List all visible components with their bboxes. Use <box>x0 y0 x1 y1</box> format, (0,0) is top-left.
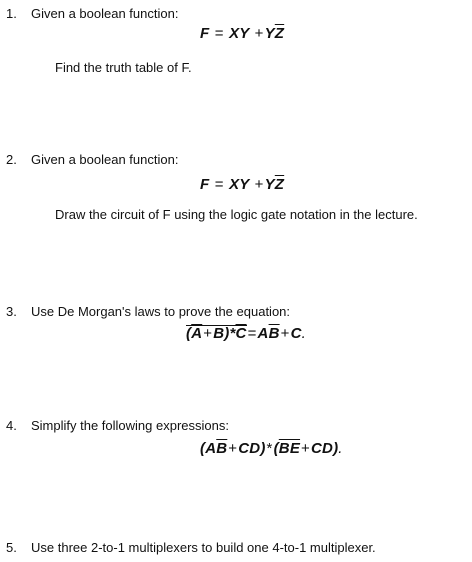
var-c: C <box>290 325 302 342</box>
end-period: . <box>301 325 307 342</box>
eq-term-1: XY <box>229 25 250 42</box>
eq-lhs: F <box>200 176 210 193</box>
var-c-complement: $\overline{C}$ <box>235 325 247 342</box>
eq-lhs: F <box>200 25 210 42</box>
paren-close: ) <box>224 325 230 342</box>
eq-plus: + <box>254 176 264 193</box>
problem-number: 3. <box>6 304 17 319</box>
eq-equals: = <box>247 325 257 342</box>
paren-open: ( <box>186 325 192 342</box>
plus-sign: + <box>203 325 213 342</box>
problem-prompt: Given a boolean function: <box>31 152 179 167</box>
eq-term-2-var: Y <box>264 176 275 193</box>
eq-term-1: XY <box>229 176 250 193</box>
problem-number: 2. <box>6 152 17 167</box>
var-b-complement: $\overline{B}$ <box>216 440 228 457</box>
paren-open: ( <box>273 440 279 457</box>
plus-sign: + <box>301 440 311 457</box>
and-operator: * <box>229 325 236 342</box>
boolean-equation <box>200 176 284 194</box>
demorgan-equation <box>186 325 306 343</box>
eq-term-2-complement: $\overline{Z}$ <box>274 25 285 42</box>
term-cd: CD <box>238 440 261 457</box>
problem-number: 5. <box>6 540 17 555</box>
problem-number: 1. <box>6 6 17 21</box>
problem-prompt: Simplify the following expressions: <box>31 418 229 433</box>
eq-overlined-group <box>186 325 247 342</box>
var-a: A <box>205 440 217 457</box>
simplify-expression <box>200 440 343 458</box>
problem-prompt: Given a boolean function: <box>31 6 179 21</box>
plus-sign: + <box>228 440 238 457</box>
eq-term-2-var: Y <box>264 25 275 42</box>
term-be-complement: $\overline{BE}$ <box>278 440 301 457</box>
and-operator: * <box>266 440 273 457</box>
var-b: B <box>213 325 225 342</box>
boolean-equation <box>200 25 284 43</box>
paren-close: ) <box>333 440 339 457</box>
eq-equals: = <box>214 25 224 42</box>
paren-close: ) <box>260 440 266 457</box>
problem-task: Find the truth table of F. <box>55 60 192 75</box>
eq-term-2-complement: $\overline{Z}$ <box>274 176 285 193</box>
problem-task: Draw the circuit of F using the logic gate notation in the lecture. <box>55 207 418 222</box>
term-cd: CD <box>311 440 334 457</box>
var-b-complement: $\overline{B}$ <box>268 325 280 342</box>
var-a: A <box>257 325 269 342</box>
var-a-complement: $\overline{A}$ <box>191 325 203 342</box>
eq-plus: + <box>254 25 264 42</box>
end-period: . <box>338 440 343 457</box>
problem-prompt: Use De Morgan's laws to prove the equation: <box>31 304 291 319</box>
problem-number: 4. <box>6 418 17 433</box>
problem-prompt: Use three 2-to-1 multiplexers to build one 4-to-1 multiplexer. <box>31 540 376 555</box>
plus-sign: + <box>280 325 290 342</box>
paren-open: ( <box>200 440 206 457</box>
eq-equals: = <box>214 176 224 193</box>
